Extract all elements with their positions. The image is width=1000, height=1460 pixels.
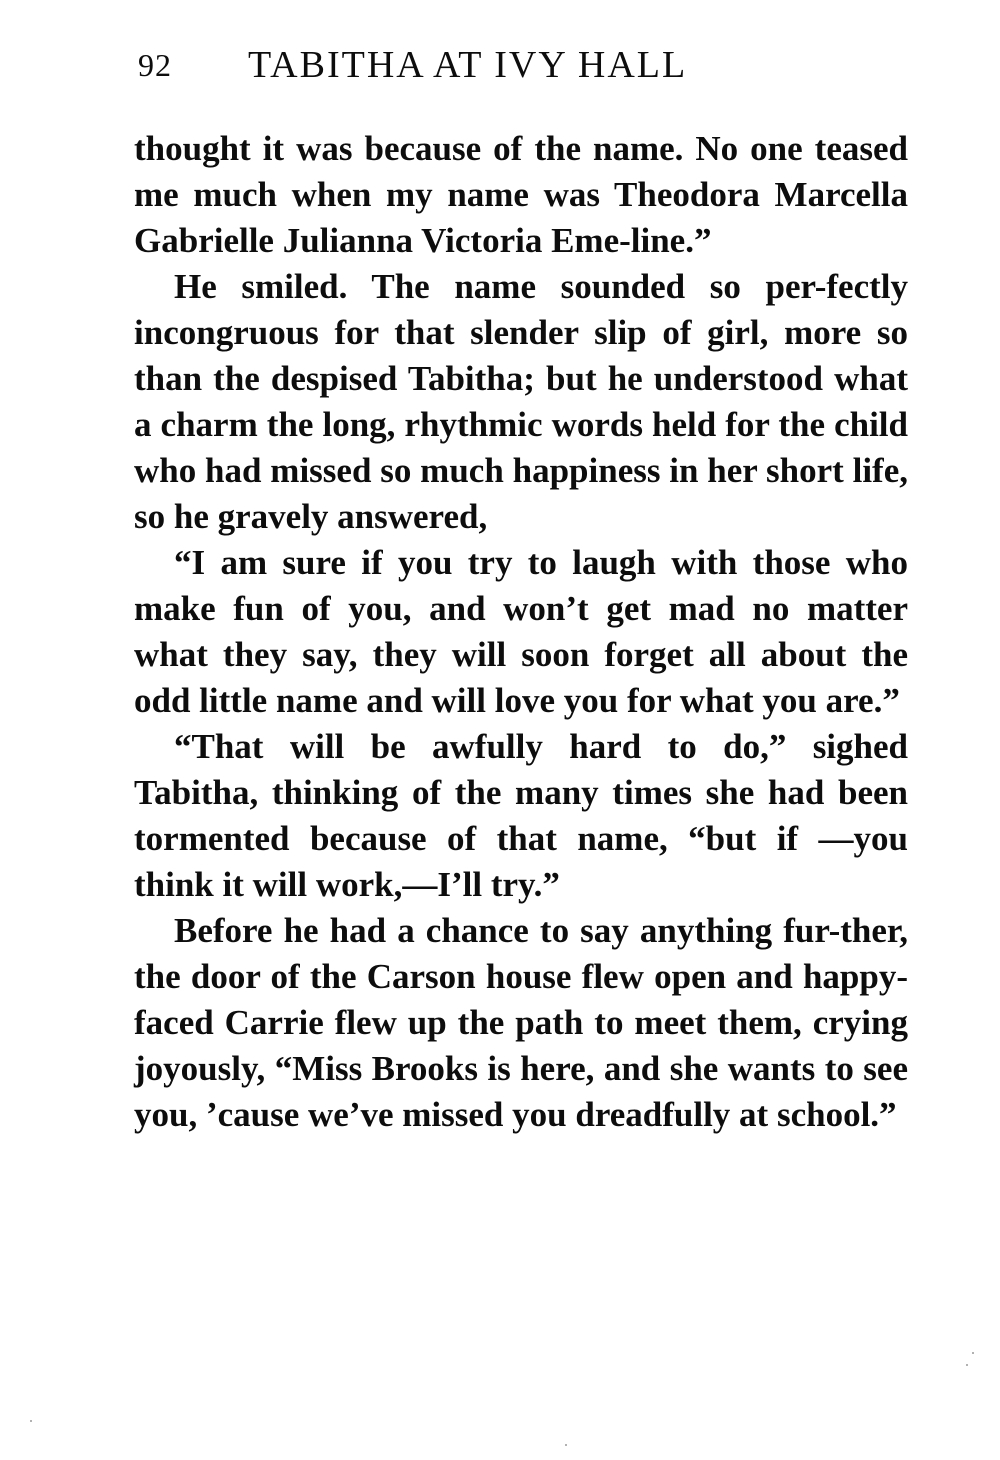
page-number: 92 bbox=[138, 47, 172, 83]
running-head bbox=[138, 40, 818, 90]
scan-speck bbox=[30, 1420, 32, 1422]
paragraph-5: Before he had a chance to say anything fur-ther, the door of the Carson house flew open and happy-faced Carrie flew up the path to meet them, crying joyously, “Miss Brooks is here, and she wants to see you, ’cause we’ve missed you dreadfully at school.” bbox=[134, 911, 908, 1134]
paragraph-1: thought it was because of the name. No one teased me much when my name was Theodora Marcella Gabrielle Julianna Victoria Eme-line.” bbox=[134, 129, 908, 260]
paragraph-2: He smiled. The name sounded so per-fectly incongruous for that slender slip of girl, more so than the despised Tabitha; but he understood what a charm the long, rhythmic words held for the child who had missed so much happiness in her short life, so he gravely answered, bbox=[134, 267, 908, 536]
book-title: TABITHA AT IVY HALL bbox=[248, 44, 688, 86]
paragraph-3: “I am sure if you try to laugh with those who make fun of you, and won’t get mad no matter what they say, they will soon forget all about the odd little name and will love you for what you are.” bbox=[134, 543, 908, 720]
scan-speck bbox=[972, 1352, 974, 1354]
scan-speck bbox=[966, 1364, 968, 1366]
paragraph-4: “That will be awfully hard to do,” sighed Tabitha, thinking of the many times she had been tormented because of that name, “but if —you think it will work,—I’ll try.” bbox=[134, 727, 908, 904]
body-text bbox=[134, 126, 908, 1138]
scan-speck bbox=[565, 1444, 567, 1446]
